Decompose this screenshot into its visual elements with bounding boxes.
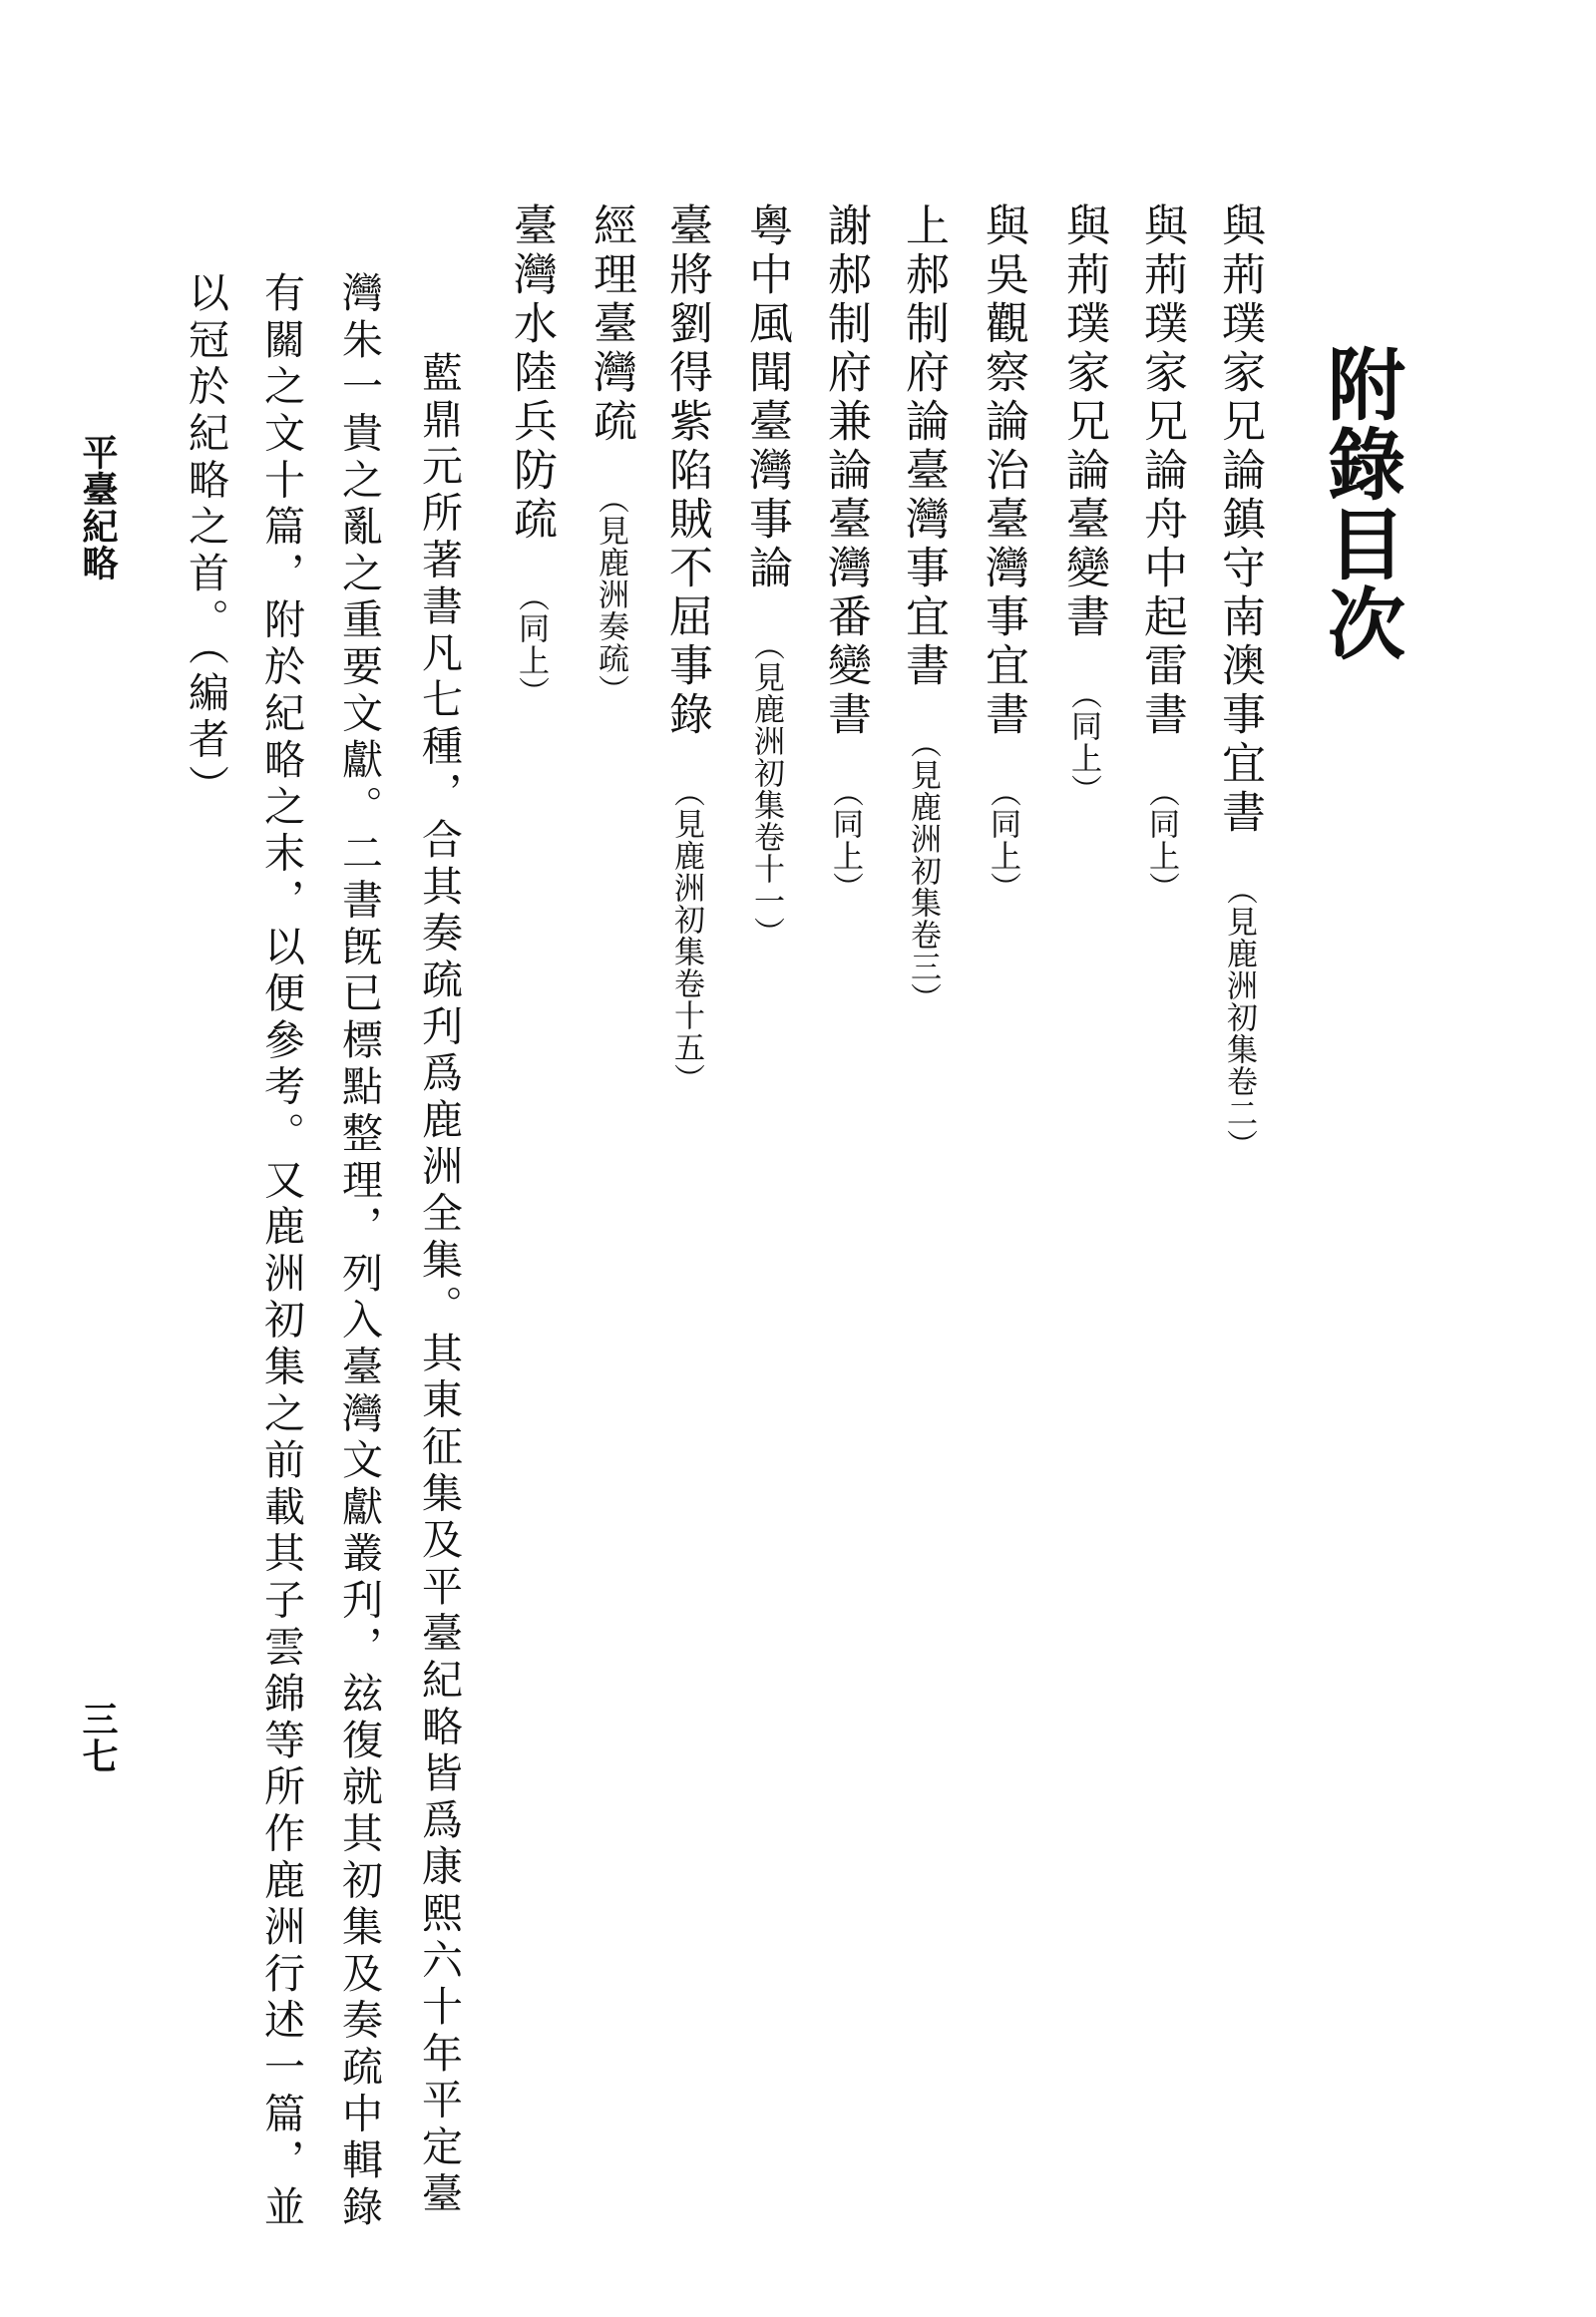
toc-entry: [978, 202, 1028, 904]
toc-entry: [506, 202, 557, 708]
toc-entry-source: （見鹿洲初集卷十一）: [748, 629, 784, 949]
toc-entry-source: （見鹿洲初集卷二）: [1221, 874, 1257, 1161]
toc-entry-source: （同上）: [985, 776, 1020, 904]
toc-entry-title: 上郝制府論臺灣事宜書: [898, 202, 949, 691]
editor-note-line: 以冠於紀略之首。（編者）: [182, 271, 229, 812]
toc-entry-title: 與吳觀察論治臺灣事宜書: [978, 202, 1028, 740]
toc-entry-source: （見鹿洲奏疏）: [593, 483, 628, 706]
toc-entry: [820, 202, 871, 904]
toc-entry-title: 與荊璞家兄論舟中起雷書: [1136, 202, 1187, 740]
toc-entry: [1136, 202, 1187, 904]
toc-entry-title: 與荊璞家兄論鎮守南澳事宜書: [1214, 202, 1265, 838]
toc-entry: [741, 202, 792, 949]
toc-entry-source: （見鹿洲初集卷十五）: [668, 776, 704, 1095]
toc-entry-source: （同上）: [1065, 678, 1101, 806]
toc-entry: [1058, 202, 1109, 806]
editor-note-line: 有關之文十篇，附於紀略之末，以便參考。又鹿洲初集之前載其子雲錦等所作鹿洲行述一篇，並: [257, 271, 305, 2232]
page-number: 三七: [77, 1701, 119, 1774]
toc-entry-source: （同上）: [1143, 776, 1179, 904]
toc-entry-title: 粵中風聞臺灣事論: [741, 202, 792, 593]
toc-entry-title: 與荊璞家兄論臺變書: [1058, 202, 1109, 642]
toc-entry-title: 經理臺灣疏: [586, 202, 636, 447]
editor-note-line: 藍鼎元所著書凡七種，合其奏疏刋爲鹿洲全集。其東征集及平臺紀略皆爲康熙六十年平定臺: [415, 351, 463, 2218]
running-head: 平臺紀略: [77, 434, 119, 581]
toc-entry-source: （同上）: [827, 776, 863, 904]
editor-note-line: 灣朱一貴之亂之重要文獻。二書旣已標點整理，列入臺灣文獻叢刋，玆復就其初集及奏疏中輯錄: [335, 271, 383, 2232]
toc-entry-source: （同上）: [513, 580, 549, 708]
toc-entry: [661, 202, 712, 1095]
toc-entry-title: 謝郝制府兼論臺灣番變書: [820, 202, 871, 740]
toc-entry-title: 臺灣水陸兵防疏: [506, 202, 557, 545]
page-title: 附錄目次: [1315, 344, 1405, 663]
toc-entry-source: （見鹿洲初集卷三）: [905, 727, 941, 1014]
toc-entry-title: 臺將劉得紫陷賊不屈事錄: [661, 202, 712, 740]
toc-entry: [586, 202, 636, 706]
toc-entry: [1214, 202, 1265, 1161]
toc-entry: [898, 202, 949, 1014]
